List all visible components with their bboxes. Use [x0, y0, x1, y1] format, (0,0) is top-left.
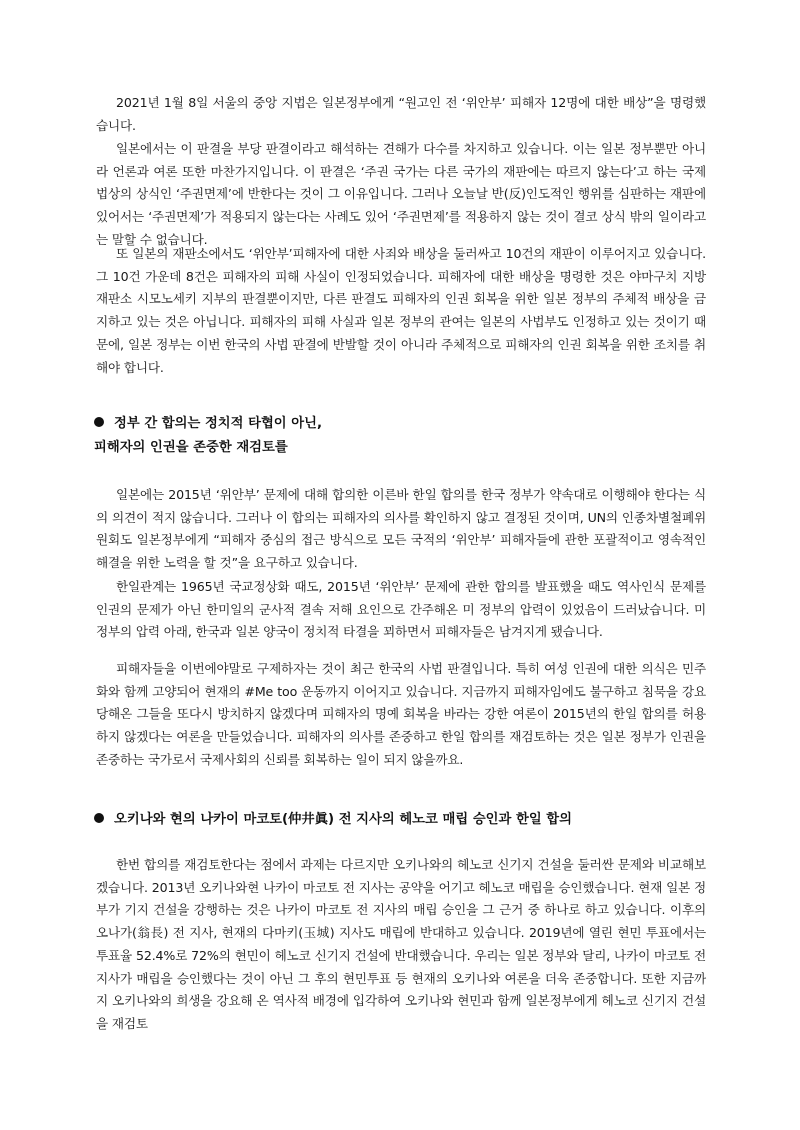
paragraph-sovereign-immunity: 일본에서는 이 판결을 부당 판결이라고 해석하는 견해가 다수를 차지하고 있습니다. 이는 일본 정부뿐만 아니라 언론과 여론 또한 마찬가지입니다. 이 판결은 ‘주권 국가는 다른 국가의 재판에는 따르지 않는다’고 하는 국제법상의 상식인 ‘주권면제’에 반한다는 것이 그 이유입니다. 그러나 오늘날 반(反)인도적인 행위를 심판하는 재판에 있어서는 ‘주권면제’가 적용되지 않는다는 사례도 있어 ‘주권면제’를 적용하지 않는 것이 결코 상식 밖의 일이라고는 말할 수 없습니다. [96, 141, 706, 247]
heading-line-okinawa [94, 808, 734, 832]
heading-line-1 [94, 412, 734, 436]
bullet-icon [94, 417, 104, 427]
bullet-icon [94, 813, 104, 823]
section-heading-okinawa [94, 808, 734, 832]
heading-text-1: 정부 간 합의는 정치적 타협이 아닌, [114, 416, 323, 431]
paragraph-2015-agreement: 일본에는 2015년 ‘위안부’ 문제에 대해 합의한 이른바 한일 합의를 한국 정부가 약속대로 이행해야 한다는 식의 의견이 적지 않습니다. 그러나 이 합의는 피해자의 의사를 확인하지 않고 결정된 것이며, UN의 인종차별철폐위원회도 일본정부에게 “피해자 중심의 접근 방식으로 모든 국적의 ‘위안부’ 피해자들에 관한 포괄적이고 영속적인 해결을 위한 노력을 할 것”을 요구하고 있습니다. [96, 487, 706, 571]
paragraph-japanese-courts: 또 일본의 재판소에서도 ‘위안부’피해자에 대한 사죄와 배상을 둘러싸고 10건의 재판이 이루어지고 있습니다. 그 10건 가운데 8건은 피해자의 피해 사실이 인정되었습니다. 피해자에 대한 배상을 명령한 것은 야마구치 지방 재판소 시모노세키 지부의 판결뿐이지만, 다른 판결도 피해자의 인권 회복을 위한 일본 정부의 주체적 배상을 금지하고 있는 것은 아닙니다. 피해자의 피해 사실과 일본 정부의 관여는 일본의 사법부도 인정하고 있는 것이기 때문에, 일본 정부는 이번 한국의 사법 판결에 반발할 것이 아니라 주체적으로 피해자의 인권 회복을 위한 조치를 취해야 합니다. [96, 246, 706, 375]
paragraph-victims-relief: 피해자들을 이번에야말로 구제하자는 것이 최근 한국의 사법 판결입니다. 특히 여성 인권에 대한 의식은 민주화와 함께 고양되어 현재의 #Me too 운동까지 이어지고 있습니다. 지금까지 피해자임에도 불구하고 침묵을 강요당해온 그들을 또다시 방치하지 않겠다며 피해자의 명예 회복을 바라는 강한 여론이 2015년의 한일 합의를 허용하지 않겠다는 여론을 만들었습니다. 피해자의 의사를 존중하고 한일 합의를 재검토하는 것은 일본 정부가 인권을 존중하는 국가로서 국제사회의 신뢰를 회복하는 일이 되지 않을까요. [96, 661, 706, 767]
paragraph-us-pressure: 한일관계는 1965년 국교정상화 때도, 2015년 ‘위안부’ 문제에 관한 합의를 발표했을 때도 역사인식 문제를 인권의 문제가 아닌 한미일의 군사적 결속 저해 요인으로 간주해온 미 정부의 압력이 있었음이 드러났습니다. 미 정부의 압력 아래, 한국과 일본 양국이 정치적 타결을 꾀하면서 피해자들은 남겨지게 됐습니다. [96, 579, 706, 640]
heading-text-okinawa: 오키나와 현의 나카이 마코토(仲井眞) 전 지사의 헤노코 매립 승인과 한일 합의 [114, 812, 572, 827]
paragraph-court-ruling: 2021년 1월 8일 서울의 중앙 지법은 일본정부에게 “원고인 전 ‘위안부’ 피해자 12명에 대한 배상”을 명령했습니다. [96, 95, 706, 133]
section-heading-agreement [94, 412, 734, 460]
heading-line-2: 피해자의 인권을 존중한 재검토를 [94, 440, 288, 455]
paragraph-henoko: 한번 합의를 재검토한다는 점에서 과제는 다르지만 오키나와의 헤노코 신기지 건설을 둘러싼 문제와 비교해보겠습니다. 2013년 오키나와현 나카이 마코토 전 지사는 공약을 어기고 헤노코 매립을 승인했습니다. 현재 일본 정부가 기지 건설을 강행하는 것은 나카이 마코토 전 지사의 매립 승인을 그 근거 중 하나로 하고 있습니다. 이후의 오나가(翁長) 전 지사, 현재의 다마키(玉城) 지사도 매립에 반대하고 있습니다. 2019년에 열린 현민 투표에서는 투표율 52.4%로 72%의 현민이 헤노코 신기지 건설에 반대했습니다. 우리는 일본 정부와 달리, 나카이 마코토 전 지사가 매립을 승인했다는 것이 아닌 그 후의 현민투표 등 현재의 오키나와 여론을 더욱 존중합니다. 또한 지금까지 오키나와의 희생을 강요해 온 역사적 배경에 입각하여 오키나와 현민과 함께 일본정부에게 헤노코 신기지 건설을 재검토 [96, 857, 706, 1031]
